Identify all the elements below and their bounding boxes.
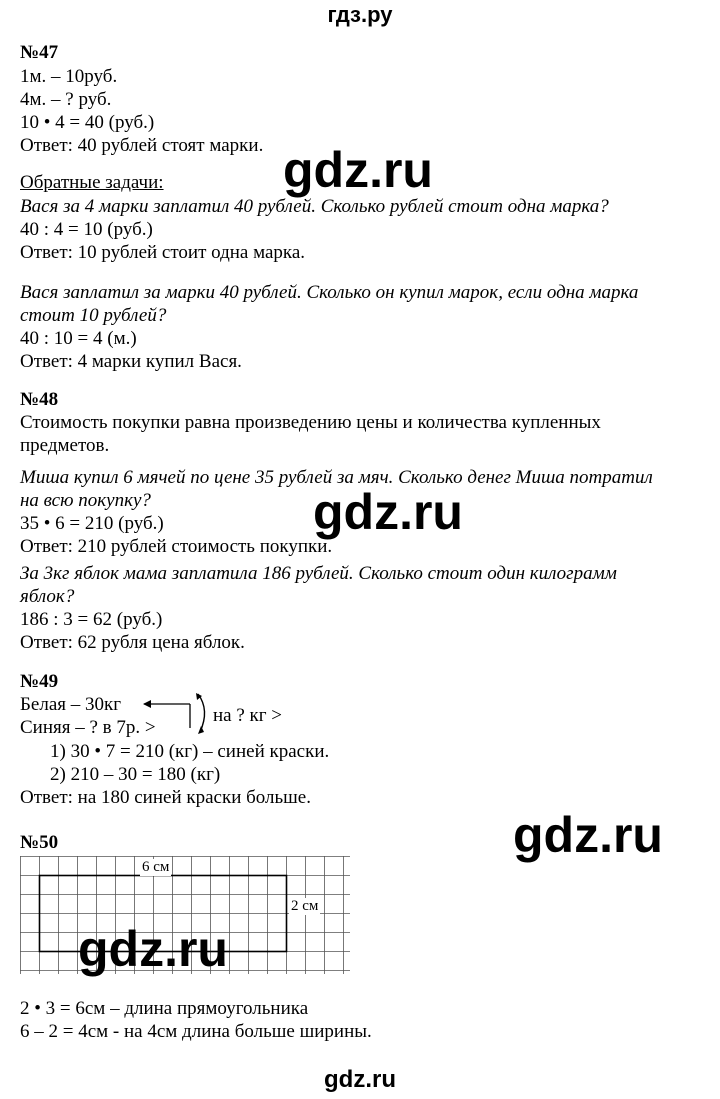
reverse-task-1: Вася за 4 марки заплатил 40 рублей. Сколько рублей стоит одна марка?	[20, 196, 609, 217]
p47-line-3: 10 • 4 = 40 (руб.)	[20, 112, 155, 133]
p49-white-line: Белая – 30кг	[20, 694, 122, 715]
reverse-task-2-line-2: стоит 10 рублей?	[20, 305, 167, 326]
p48-task-2-line-1: За 3кг яблок мама заплатила 186 рублей. Сколько стоит один килограмм	[20, 563, 617, 584]
p48-task-1-line-2: на всю покупку?	[20, 490, 151, 511]
problem-49-title: №49	[20, 671, 59, 692]
p47-line-2: 4м. – ? руб.	[20, 89, 112, 110]
brace-arrow-diagram	[140, 692, 220, 742]
site-footer: gdz.ru	[324, 1066, 396, 1093]
p48-task-2-solution: 186 : 3 = 62 (руб.)	[20, 609, 163, 630]
p49-blue-line: Синяя – ? в 7р. >	[20, 717, 156, 738]
watermark: gdz.ru	[283, 142, 433, 198]
problem-50-title: №50	[20, 832, 59, 853]
p49-step-1: 1) 30 • 7 = 210 (кг) – синей краски.	[50, 741, 330, 762]
p48-task-2-line-2: яблок?	[20, 586, 75, 607]
rect-width-label: 6 см	[142, 859, 170, 875]
p48-rule-line-2: предметов.	[20, 435, 110, 456]
rect-height-label: 2 см	[291, 898, 319, 914]
reverse-task-2-answer: Ответ: 4 марки купил Вася.	[20, 351, 242, 372]
reverse-task-1-solution: 40 : 4 = 10 (руб.)	[20, 219, 153, 240]
watermark: gdz.ru	[513, 807, 663, 863]
reverse-task-2-solution: 40 : 10 = 4 (м.)	[20, 328, 137, 349]
watermark: gdz.ru	[313, 484, 463, 540]
p49-brace-label: на ? кг >	[213, 705, 283, 726]
p47-answer: Ответ: 40 рублей стоят марки.	[20, 135, 264, 156]
p49-step-2: 2) 210 – 30 = 180 (кг)	[50, 764, 221, 785]
reverse-tasks-title: Обратные задачи:	[20, 172, 164, 193]
reverse-task-2-line-1: Вася заплатил за марки 40 рублей. Сколько он купил марок, если одна марка	[20, 282, 639, 303]
p48-task-2-answer: Ответ: 62 рубля цена яблок.	[20, 632, 245, 653]
p48-rule-line-1: Стоимость покупки равна произведению цены и количества купленных	[20, 412, 601, 433]
p50-line-2: 6 – 2 = 4см - на 4см длина больше ширины.	[20, 1021, 372, 1042]
reverse-task-1-answer: Ответ: 10 рублей стоит одна марка.	[20, 242, 306, 263]
problem-48-title: №48	[20, 389, 59, 410]
p48-task-1-line-1: Миша купил 6 мячей по цене 35 рублей за мяч. Сколько денег Миша потратил	[20, 467, 653, 488]
p50-line-1: 2 • 3 = 6см – длина прямоугольника	[20, 998, 309, 1019]
p48-task-1-solution: 35 • 6 = 210 (руб.)	[20, 513, 164, 534]
p49-answer: Ответ: на 180 синей краски больше.	[20, 787, 311, 808]
problem-47-title: №47	[20, 42, 59, 63]
p47-line-1: 1м. – 10руб.	[20, 66, 118, 87]
watermark: gdz.ru	[78, 921, 228, 977]
site-header: гдз.ру	[327, 2, 393, 27]
p48-task-1-answer: Ответ: 210 рублей стоимость покупки.	[20, 536, 333, 557]
